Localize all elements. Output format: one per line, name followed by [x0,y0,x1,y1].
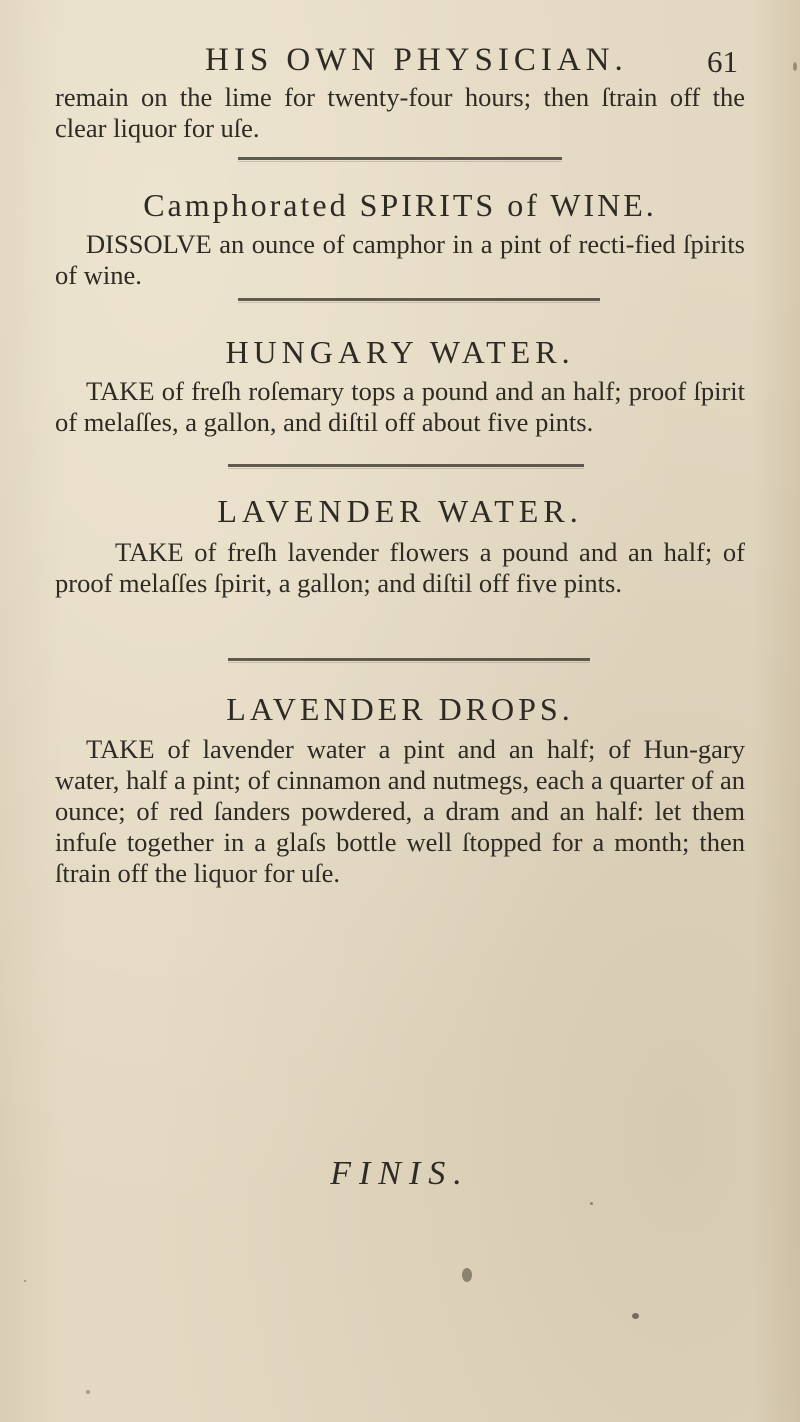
paper-speck [590,1202,593,1205]
paper-speck [86,1390,90,1394]
finis: FINIS. [330,1155,470,1192]
section-divider [228,658,590,661]
paper-speck [462,1268,472,1282]
section-heading-camphorated: Camphorated SPIRITS of WINE. [143,187,657,223]
section-heading-lavender-water: LAVENDER WATER. [217,493,583,529]
section-divider [228,464,584,467]
paper-speck [793,62,797,71]
lavender-drops-paragraph: TAKE of lavender water a pint and an half; of Hun-gary water, half a pint; of cinnamon and nutmegs, each a quarter of an ounce; of red ſanders powdered, a dram and an half: let them infuſe together in a glaſs bottle well ſtopped for a month; then ſtrain off the liquor for uſe. [55,734,745,888]
running-title: HIS OWN PHYSICIAN. [205,42,628,78]
section-heading-lavender-drops: LAVENDER DROPS. [226,691,574,727]
section-divider [238,157,562,160]
section-divider [238,298,600,301]
lavender-water-paragraph: TAKE of freſh lavender flowers a pound and an half; of proof melaſſes ſpirit, a gallon; and diſtil off five pints. [55,537,745,598]
hungary-water-paragraph: TAKE of freſh roſemary tops a pound and an half; proof ſpirit of melaſſes, a gallon, and diſtil off about five pints. [55,376,745,437]
page-number: 61 [707,44,738,79]
paper-speck [24,1280,26,1282]
continued-paragraph: remain on the lime for twenty-four hours; then ſtrain off the clear liquor for uſe. [55,82,745,143]
paper-speck [632,1313,639,1319]
section-heading-hungary-water: HUNGARY WATER. [225,334,575,370]
camphorated-paragraph: DISSOLVE an ounce of camphor in a pint of recti-fied ſpirits of wine. [55,229,745,290]
